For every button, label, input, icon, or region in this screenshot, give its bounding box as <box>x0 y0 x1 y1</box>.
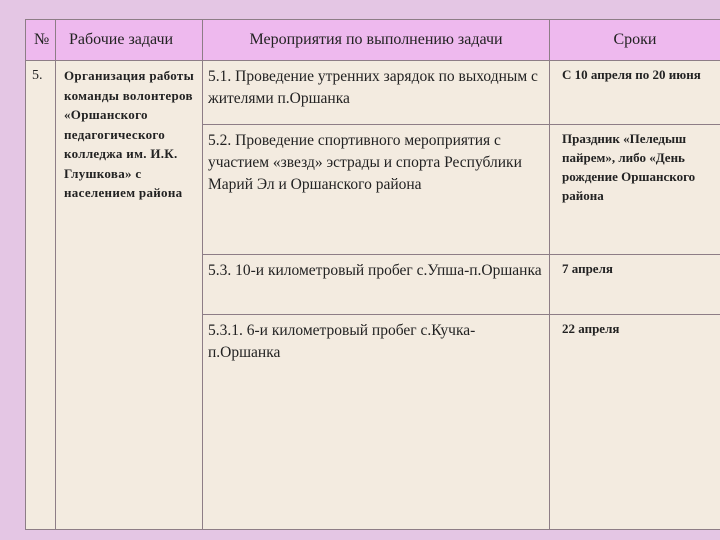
tasks-table <box>25 19 720 530</box>
table-row <box>26 61 720 125</box>
header-number: № <box>26 20 56 61</box>
row-number: 5. <box>26 61 56 530</box>
task-description: Организация работы команды волонтеров «Оршанского педагогического колледжа им. И.К. Глушкова» с населением района <box>56 61 203 530</box>
deadline-cell: 7 апреля <box>550 255 720 315</box>
deadline-cell: С 10 апреля по 20 июня <box>550 61 720 125</box>
activity-cell: 5.3.1. 6-и километровый пробег с.Кучка-п.Оршанка <box>203 315 550 530</box>
header-tasks: Рабочие задачи <box>56 20 203 61</box>
table-header-row <box>26 20 720 61</box>
header-activities: Мероприятия по выполнению задачи <box>203 20 550 61</box>
deadline-cell: Праздник «Пеледыш пайрем», либо «День рождение Оршанского района <box>550 125 720 255</box>
header-deadline: Сроки <box>550 20 720 61</box>
deadline-cell: 22 апреля <box>550 315 720 530</box>
activity-cell: 5.1. Проведение утренних зарядок по выходным с жителями п.Оршанка <box>203 61 550 125</box>
activity-cell: 5.2. Проведение спортивного мероприятия с участием «звезд» эстрады и спорта Республики Марий Эл и Оршанского района <box>203 125 550 255</box>
activity-cell: 5.3. 10-и километровый пробег с.Упша-п.Оршанка <box>203 255 550 315</box>
